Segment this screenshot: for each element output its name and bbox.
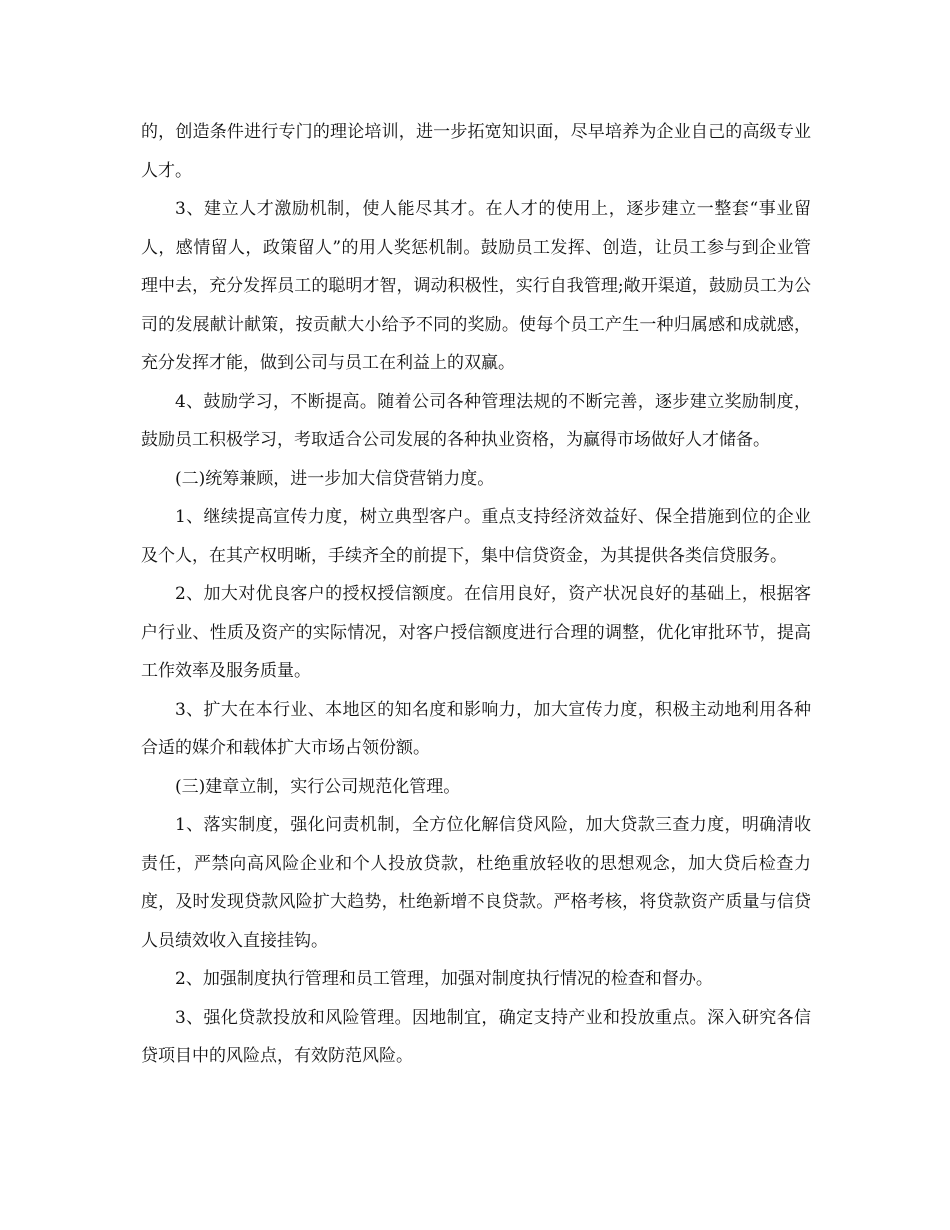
section-heading-regulation: (三)建章立制，实行公司规范化管理。 <box>175 776 461 797</box>
section-heading-credit-marketing: (二)统筹兼顾，进一步加大信贷营销力度。 <box>175 468 495 489</box>
paragraph-encourage-learning: 4、鼓励学习，不断提高。随着公司各种管理法规的不断完善，逐步建立奖励制度，鼓励员工积极学习，考取适合公司发展的各种执业资格，为赢得市场做好人才储备。 <box>141 391 811 450</box>
paragraph-implement-system: 1、落实制度，强化问责机制，全方位化解信贷风险，加大贷款三查力度，明确清收责任，严禁向高风险企业和个人投放贷款，杜绝重放轻收的思想观念，加大贷后检查力度，及时发现贷款风险扩大趋势，杜绝新增不良贷款。严格考核，将贷款资产质量与信贷人员绩效收入直接挂钩。 <box>141 815 811 951</box>
document-page <box>141 113 811 1076</box>
paragraph-visibility: 3、扩大在本行业、本地区的知名度和影响力，加大宣传力度，积极主动地利用各种合适的媒介和载体扩大市场占领份额。 <box>141 699 811 758</box>
paragraph-staff-management: 2、加强制度执行管理和员工管理，加强对制度执行情况的检查和督办。 <box>175 969 713 989</box>
paragraph-continuation: 的，创造条件进行专门的理论培训，进一步拓宽知识面，尽早培养为企业自己的高级专业人才。 <box>141 122 811 181</box>
paragraph-talent-incentive: 3、建立人才激励机制，使人能尽其才。在人才的使用上，逐步建立一整套“事业留人，感情留人，政策留人”的用人奖惩机制。鼓励员工发挥、创造，让员工参与到企业管理中去，充分发挥员工的聪明才智，调动积极性，实行自我管理;敞开渠道，鼓励员工为公司的发展献计献策，按贡献大小给予不同的奖励。使每个员工产生一种归属感和成就感，充分发挥才能，做到公司与员工在利益上的双赢。 <box>141 199 811 373</box>
paragraph-publicity: 1、继续提高宣传力度，树立典型客户。重点支持经济效益好、保全措施到位的企业及个人，在其产权明晰，手续齐全的前提下，集中信贷资金，为其提供各类信贷服务。 <box>141 507 811 566</box>
paragraph-credit-limit: 2、加大对优良客户的授权授信额度。在信用良好，资产状况良好的基础上，根据客户行业、性质及资产的实际情况，对客户授信额度进行合理的调整，优化审批环节，提高工作效率及服务质量。 <box>141 584 811 681</box>
paragraph-risk-management: 3、强化贷款投放和风险管理。因地制宜，确定支持产业和投放重点。深入研究各信贷项目中的风险点，有效防范风险。 <box>141 1007 811 1066</box>
